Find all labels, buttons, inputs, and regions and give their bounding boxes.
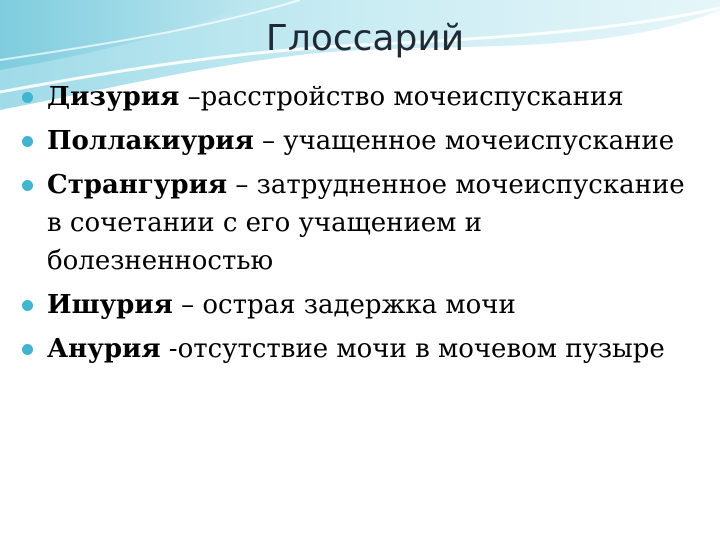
- definition: – учащенное мочеиспускание: [253, 126, 675, 156]
- term: Дизурия: [47, 82, 180, 112]
- list-item: [20, 286, 700, 324]
- definition: – острая задержка мочи: [172, 290, 516, 320]
- list-item: [20, 78, 700, 116]
- list-item: [20, 166, 700, 280]
- term: Анурия: [47, 334, 161, 364]
- list-item: [20, 330, 700, 368]
- definition: – затрудненное мочеиспускание в сочетании с его учащением и болезненностью: [47, 170, 685, 276]
- bullet-icon: [22, 180, 33, 191]
- term: Поллакиурия: [47, 126, 254, 156]
- bullet-icon: [22, 344, 33, 355]
- term: Странгурия: [47, 170, 228, 200]
- bullet-icon: [22, 136, 33, 147]
- definition: –расстройство мочеиспускания: [179, 82, 624, 112]
- glossary-list: [20, 78, 700, 374]
- list-item: [20, 122, 700, 160]
- definition: -отсутствие мочи в мочевом пузыре: [160, 334, 665, 364]
- slide-title: Глоссарий: [265, 18, 465, 59]
- term: Ишурия: [47, 290, 173, 320]
- bullet-icon: [22, 300, 33, 311]
- bullet-icon: [22, 92, 33, 103]
